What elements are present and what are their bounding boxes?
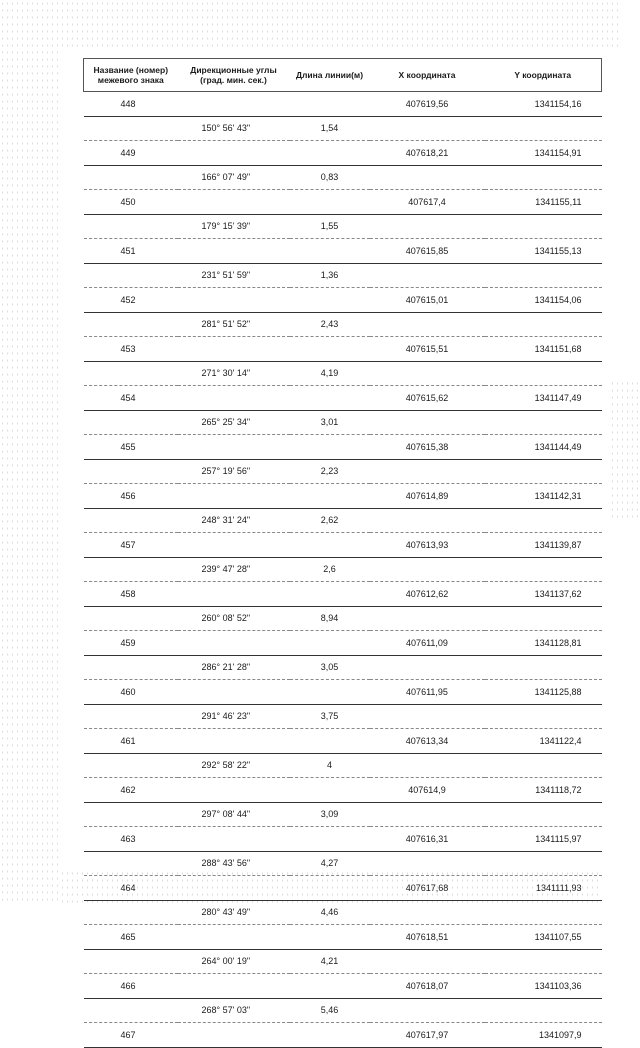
segment-row <box>84 998 602 1023</box>
empty-name-cell <box>84 802 178 827</box>
empty-y-cell <box>485 704 602 729</box>
empty-x-cell <box>370 557 485 582</box>
direction-angle-cell: 179° 15' 39" <box>178 214 290 239</box>
scan-noise-left <box>0 0 60 905</box>
empty-length-cell <box>290 190 370 215</box>
x-coordinate-cell: 407614,9 <box>370 778 485 803</box>
empty-length-cell <box>290 925 370 950</box>
segment-row <box>84 312 602 337</box>
header-x-coordinate: X координата <box>370 59 485 92</box>
mark-name-cell: 466 <box>84 974 178 999</box>
header-y-coordinate: Y координата <box>485 59 602 92</box>
segment-row <box>84 704 602 729</box>
empty-name-cell <box>84 214 178 239</box>
empty-angle-cell <box>178 92 290 117</box>
line-length-cell: 2,62 <box>290 508 370 533</box>
empty-y-cell <box>485 312 602 337</box>
y-coordinate-cell: 1341139,87 <box>485 533 602 558</box>
mark-row <box>84 827 602 852</box>
mark-row <box>84 974 602 999</box>
empty-length-cell <box>290 680 370 705</box>
line-length-cell: 0,83 <box>290 165 370 190</box>
empty-angle-cell <box>178 239 290 264</box>
mark-name-cell: 464 <box>84 876 178 901</box>
empty-length-cell <box>290 92 370 117</box>
segment-row <box>84 557 602 582</box>
mark-name-cell: 463 <box>84 827 178 852</box>
empty-y-cell <box>485 606 602 631</box>
y-coordinate-cell: 1341097,9 <box>485 1023 602 1048</box>
x-coordinate-cell: 407618,07 <box>370 974 485 999</box>
segment-row <box>84 214 602 239</box>
y-coordinate-cell: 1341111,93 <box>485 876 602 901</box>
x-coordinate-cell: 407614,89 <box>370 484 485 509</box>
empty-name-cell <box>84 998 178 1023</box>
empty-x-cell <box>370 508 485 533</box>
x-coordinate-cell: 407615,85 <box>370 239 485 264</box>
empty-angle-cell <box>178 386 290 411</box>
mark-row <box>84 141 602 166</box>
empty-x-cell <box>370 900 485 925</box>
empty-y-cell <box>485 949 602 974</box>
direction-angle-cell: 281° 51' 52" <box>178 312 290 337</box>
line-length-cell: 4 <box>290 753 370 778</box>
x-coordinate-cell: 407615,62 <box>370 386 485 411</box>
empty-length-cell <box>290 876 370 901</box>
direction-angle-cell: 264° 00' 19" <box>178 949 290 974</box>
direction-angle-cell: 166° 07' 49" <box>178 165 290 190</box>
y-coordinate-cell: 1341155,11 <box>485 190 602 215</box>
segment-row <box>84 753 602 778</box>
empty-angle-cell <box>178 827 290 852</box>
line-length-cell: 8,94 <box>290 606 370 631</box>
y-coordinate-cell: 1341115,97 <box>485 827 602 852</box>
segment-row <box>84 410 602 435</box>
direction-angle-cell: 288° 43' 56" <box>178 851 290 876</box>
line-length-cell: 4,19 <box>290 361 370 386</box>
mark-name-cell: 461 <box>84 729 178 754</box>
empty-angle-cell <box>178 925 290 950</box>
scan-noise-top <box>60 0 620 50</box>
line-length-cell: 4,21 <box>290 949 370 974</box>
mark-row <box>84 533 602 558</box>
line-length-cell: 3,05 <box>290 655 370 680</box>
direction-angle-cell: 271° 30' 14" <box>178 361 290 386</box>
mark-name-cell: 458 <box>84 582 178 607</box>
empty-x-cell <box>370 606 485 631</box>
line-length-cell: 5,46 <box>290 998 370 1023</box>
empty-angle-cell <box>178 974 290 999</box>
empty-x-cell <box>370 312 485 337</box>
direction-angle-cell: 239° 47' 28" <box>178 557 290 582</box>
empty-x-cell <box>370 998 485 1023</box>
empty-x-cell <box>370 949 485 974</box>
y-coordinate-cell: 1341137,62 <box>485 582 602 607</box>
y-coordinate-cell: 1341128,81 <box>485 631 602 656</box>
x-coordinate-cell: 407617,68 <box>370 876 485 901</box>
empty-x-cell <box>370 263 485 288</box>
empty-name-cell <box>84 263 178 288</box>
empty-angle-cell <box>178 680 290 705</box>
mark-name-cell: 462 <box>84 778 178 803</box>
empty-length-cell <box>290 239 370 264</box>
segment-row <box>84 606 602 631</box>
y-coordinate-cell: 1341122,4 <box>485 729 602 754</box>
empty-y-cell <box>485 753 602 778</box>
empty-length-cell <box>290 435 370 460</box>
segment-row <box>84 802 602 827</box>
empty-length-cell <box>290 631 370 656</box>
mark-name-cell: 454 <box>84 386 178 411</box>
segment-row <box>84 165 602 190</box>
x-coordinate-cell: 407615,01 <box>370 288 485 313</box>
mark-name-cell: 457 <box>84 533 178 558</box>
direction-angle-cell: 265° 25' 34" <box>178 410 290 435</box>
x-coordinate-cell: 407613,93 <box>370 533 485 558</box>
line-length-cell: 3,09 <box>290 802 370 827</box>
x-coordinate-cell: 407613,34 <box>370 729 485 754</box>
empty-name-cell <box>84 851 178 876</box>
x-coordinate-cell: 407612,62 <box>370 582 485 607</box>
direction-angle-cell: 280° 43' 49" <box>178 900 290 925</box>
mark-row <box>84 386 602 411</box>
x-coordinate-cell: 407611,09 <box>370 631 485 656</box>
direction-angle-cell: 268° 57' 03" <box>178 998 290 1023</box>
mark-row <box>84 92 602 117</box>
mark-name-cell: 465 <box>84 925 178 950</box>
empty-y-cell <box>485 851 602 876</box>
boundary-marks-table <box>83 58 602 1048</box>
mark-row <box>84 484 602 509</box>
direction-angle-cell: 291° 46' 23" <box>178 704 290 729</box>
empty-angle-cell <box>178 778 290 803</box>
y-coordinate-cell: 1341154,06 <box>485 288 602 313</box>
line-length-cell: 1,55 <box>290 214 370 239</box>
mark-name-cell: 467 <box>84 1023 178 1048</box>
direction-angle-cell: 260° 08' 52" <box>178 606 290 631</box>
empty-angle-cell <box>178 1023 290 1048</box>
mark-name-cell: 452 <box>84 288 178 313</box>
mark-row <box>84 729 602 754</box>
empty-length-cell <box>290 141 370 166</box>
header-direction-angle: Дирекционные углы (град. мин. сек.) <box>178 59 290 92</box>
y-coordinate-cell: 1341118,72 <box>485 778 602 803</box>
empty-name-cell <box>84 165 178 190</box>
x-coordinate-cell: 407615,38 <box>370 435 485 460</box>
direction-angle-cell: 292° 58' 22" <box>178 753 290 778</box>
mark-name-cell: 449 <box>84 141 178 166</box>
mark-row <box>84 288 602 313</box>
mark-row <box>84 631 602 656</box>
scan-noise-right <box>610 380 640 520</box>
direction-angle-cell: 248° 31' 24" <box>178 508 290 533</box>
empty-angle-cell <box>178 631 290 656</box>
header-line-length: Длина линии(м) <box>290 59 370 92</box>
empty-name-cell <box>84 753 178 778</box>
empty-angle-cell <box>178 337 290 362</box>
line-length-cell: 4,46 <box>290 900 370 925</box>
direction-angle-cell: 150° 56' 43" <box>178 116 290 141</box>
empty-name-cell <box>84 459 178 484</box>
mark-row <box>84 876 602 901</box>
mark-name-cell: 450 <box>84 190 178 215</box>
empty-x-cell <box>370 753 485 778</box>
line-length-cell: 4,27 <box>290 851 370 876</box>
empty-y-cell <box>485 459 602 484</box>
empty-name-cell <box>84 949 178 974</box>
empty-length-cell <box>290 974 370 999</box>
y-coordinate-cell: 1341103,36 <box>485 974 602 999</box>
empty-x-cell <box>370 704 485 729</box>
empty-x-cell <box>370 802 485 827</box>
table-header-row <box>84 59 602 92</box>
empty-length-cell <box>290 533 370 558</box>
y-coordinate-cell: 1341142,31 <box>485 484 602 509</box>
empty-length-cell <box>290 1023 370 1048</box>
empty-name-cell <box>84 606 178 631</box>
segment-row <box>84 361 602 386</box>
empty-y-cell <box>485 165 602 190</box>
empty-angle-cell <box>178 435 290 460</box>
empty-x-cell <box>370 851 485 876</box>
empty-angle-cell <box>178 141 290 166</box>
direction-angle-cell: 231° 51' 59" <box>178 263 290 288</box>
empty-name-cell <box>84 116 178 141</box>
empty-name-cell <box>84 900 178 925</box>
x-coordinate-cell: 407615,51 <box>370 337 485 362</box>
x-coordinate-cell: 407618,21 <box>370 141 485 166</box>
empty-length-cell <box>290 484 370 509</box>
mark-name-cell: 456 <box>84 484 178 509</box>
empty-x-cell <box>370 361 485 386</box>
empty-angle-cell <box>178 582 290 607</box>
empty-y-cell <box>485 263 602 288</box>
empty-length-cell <box>290 386 370 411</box>
empty-x-cell <box>370 655 485 680</box>
y-coordinate-cell: 1341107,55 <box>485 925 602 950</box>
empty-name-cell <box>84 361 178 386</box>
segment-row <box>84 655 602 680</box>
line-length-cell: 3,01 <box>290 410 370 435</box>
segment-row <box>84 851 602 876</box>
empty-name-cell <box>84 508 178 533</box>
mark-row <box>84 582 602 607</box>
mark-name-cell: 448 <box>84 92 178 117</box>
empty-x-cell <box>370 116 485 141</box>
mark-row <box>84 778 602 803</box>
line-length-cell: 1,54 <box>290 116 370 141</box>
mark-row <box>84 190 602 215</box>
empty-y-cell <box>485 655 602 680</box>
empty-y-cell <box>485 508 602 533</box>
empty-name-cell <box>84 704 178 729</box>
empty-y-cell <box>485 116 602 141</box>
empty-y-cell <box>485 900 602 925</box>
empty-y-cell <box>485 361 602 386</box>
direction-angle-cell: 286° 21' 28" <box>178 655 290 680</box>
line-length-cell: 2,23 <box>290 459 370 484</box>
empty-y-cell <box>485 214 602 239</box>
empty-length-cell <box>290 582 370 607</box>
x-coordinate-cell: 407611,95 <box>370 680 485 705</box>
x-coordinate-cell: 407618,51 <box>370 925 485 950</box>
line-length-cell: 3,75 <box>290 704 370 729</box>
empty-y-cell <box>485 410 602 435</box>
empty-length-cell <box>290 827 370 852</box>
empty-length-cell <box>290 288 370 313</box>
y-coordinate-cell: 1341151,68 <box>485 337 602 362</box>
mark-row <box>84 1023 602 1048</box>
empty-angle-cell <box>178 876 290 901</box>
y-coordinate-cell: 1341154,16 <box>485 92 602 117</box>
y-coordinate-cell: 1341125,88 <box>485 680 602 705</box>
mark-name-cell: 451 <box>84 239 178 264</box>
empty-angle-cell <box>178 729 290 754</box>
empty-x-cell <box>370 165 485 190</box>
direction-angle-cell: 297° 08' 44" <box>178 802 290 827</box>
mark-name-cell: 455 <box>84 435 178 460</box>
line-length-cell: 2,6 <box>290 557 370 582</box>
mark-name-cell: 460 <box>84 680 178 705</box>
header-mark-name: Название (номер) межевого знака <box>84 59 178 92</box>
mark-row <box>84 435 602 460</box>
empty-length-cell <box>290 778 370 803</box>
line-length-cell: 2,43 <box>290 312 370 337</box>
segment-row <box>84 949 602 974</box>
mark-row <box>84 239 602 264</box>
line-length-cell: 1,36 <box>290 263 370 288</box>
segment-row <box>84 900 602 925</box>
direction-angle-cell: 257° 19' 56" <box>178 459 290 484</box>
empty-length-cell <box>290 337 370 362</box>
segment-row <box>84 459 602 484</box>
empty-x-cell <box>370 214 485 239</box>
x-coordinate-cell: 407617,97 <box>370 1023 485 1048</box>
mark-row <box>84 680 602 705</box>
x-coordinate-cell: 407616,31 <box>370 827 485 852</box>
x-coordinate-cell: 407619,56 <box>370 92 485 117</box>
empty-angle-cell <box>178 533 290 558</box>
empty-name-cell <box>84 312 178 337</box>
y-coordinate-cell: 1341144,49 <box>485 435 602 460</box>
mark-name-cell: 453 <box>84 337 178 362</box>
segment-row <box>84 116 602 141</box>
y-coordinate-cell: 1341155,13 <box>485 239 602 264</box>
empty-x-cell <box>370 410 485 435</box>
y-coordinate-cell: 1341147,49 <box>485 386 602 411</box>
y-coordinate-cell: 1341154,91 <box>485 141 602 166</box>
empty-length-cell <box>290 729 370 754</box>
empty-y-cell <box>485 998 602 1023</box>
empty-y-cell <box>485 557 602 582</box>
empty-name-cell <box>84 557 178 582</box>
mark-row <box>84 337 602 362</box>
empty-angle-cell <box>178 288 290 313</box>
empty-name-cell <box>84 410 178 435</box>
table-body <box>84 92 602 1048</box>
segment-row <box>84 263 602 288</box>
x-coordinate-cell: 407617,4 <box>370 190 485 215</box>
empty-angle-cell <box>178 190 290 215</box>
empty-angle-cell <box>178 484 290 509</box>
segment-row <box>84 508 602 533</box>
mark-row <box>84 925 602 950</box>
empty-y-cell <box>485 802 602 827</box>
mark-name-cell: 459 <box>84 631 178 656</box>
empty-x-cell <box>370 459 485 484</box>
empty-name-cell <box>84 655 178 680</box>
